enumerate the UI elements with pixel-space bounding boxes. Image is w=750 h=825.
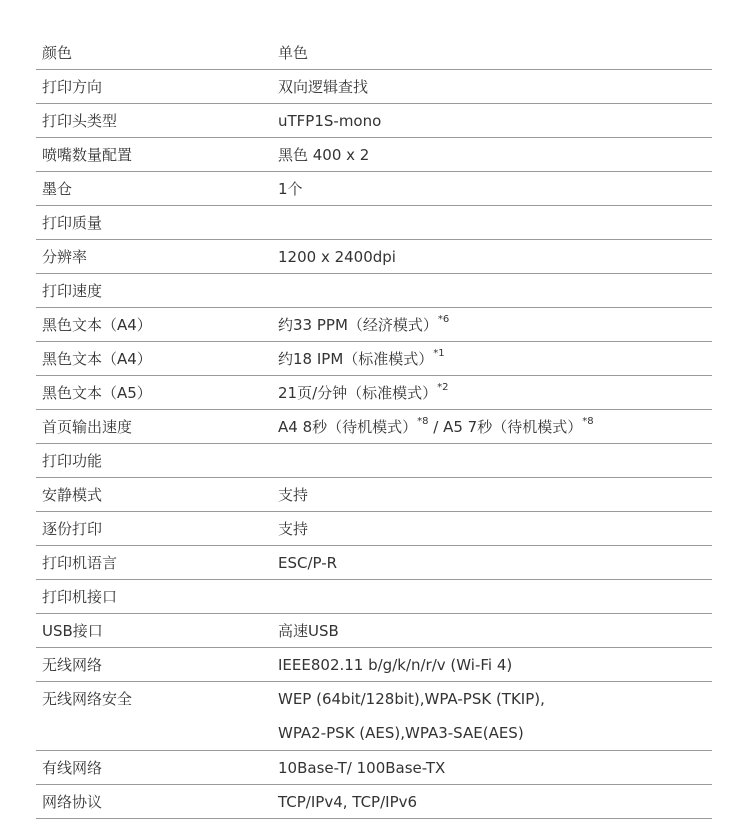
spec-value bbox=[278, 415, 712, 436]
spec-label: 打印方向 bbox=[42, 77, 103, 96]
spec-label: 首页输出速度 bbox=[42, 417, 133, 436]
spec-row-print-speed-heading bbox=[36, 274, 712, 308]
spec-row-printer-interface-heading bbox=[36, 580, 712, 614]
spec-row-quiet-mode bbox=[36, 478, 712, 512]
spec-value: TCP/IPv4, TCP/IPv6 bbox=[278, 792, 418, 811]
spec-section-label: 打印质量 bbox=[42, 213, 103, 232]
spec-section-label: 打印机接口 bbox=[42, 587, 118, 606]
spec-value: 支持 bbox=[278, 485, 309, 504]
spec-label: 黑色文本（A4） bbox=[42, 349, 152, 368]
spec-row-resolution bbox=[36, 240, 712, 274]
spec-row-print-direction bbox=[36, 70, 712, 104]
spec-row-color bbox=[36, 36, 712, 70]
spec-value bbox=[278, 347, 712, 368]
spec-value-text: 约33 PPM（经济模式） bbox=[278, 315, 438, 334]
footnote-marker: *2 bbox=[437, 381, 449, 393]
spec-value: IEEE802.11 b/g/k/n/r/v (Wi-Fi 4) bbox=[278, 655, 513, 674]
spec-label: 黑色文本（A4） bbox=[42, 315, 152, 334]
spec-row-wireless-security bbox=[36, 682, 712, 751]
spec-label: 无线网络 bbox=[42, 655, 103, 674]
spec-label: USB接口 bbox=[42, 621, 103, 640]
spec-row-network-protocol bbox=[36, 785, 712, 819]
footnote-marker: *1 bbox=[433, 347, 445, 359]
spec-value: 黑色 400 x 2 bbox=[278, 145, 370, 164]
spec-row-black-text-a4-standard bbox=[36, 342, 712, 376]
spec-row-print-functions-heading bbox=[36, 444, 712, 478]
spec-value-text: A4 8秒（待机模式） bbox=[278, 417, 418, 436]
spec-value-text: 约18 IPM（标准模式） bbox=[278, 349, 434, 368]
spec-value bbox=[278, 313, 712, 334]
spec-row-print-quality-heading bbox=[36, 206, 712, 240]
spec-value: 支持 bbox=[278, 519, 309, 538]
spec-value bbox=[278, 381, 712, 402]
spec-value-text: 21页/分钟（标准模式） bbox=[278, 383, 438, 402]
spec-row-printhead-type bbox=[36, 104, 712, 138]
spec-value: 双向逻辑查找 bbox=[278, 77, 369, 96]
spec-row-usb-interface bbox=[36, 614, 712, 648]
spec-label: 打印机语言 bbox=[42, 553, 118, 572]
spec-value-line: WPA2-PSK (AES),WPA3-SAE(AES) bbox=[278, 724, 524, 742]
spec-row-printer-language bbox=[36, 546, 712, 580]
footnote-marker: *8 bbox=[582, 415, 594, 427]
spec-row-ink-tank bbox=[36, 172, 712, 206]
spec-row-first-page-out bbox=[36, 410, 712, 444]
spec-label: 打印头类型 bbox=[42, 111, 118, 130]
spec-value: 1个 bbox=[278, 179, 303, 198]
spec-value-line: WEP (64bit/128bit),WPA-PSK (TKIP), bbox=[278, 690, 545, 708]
spec-label: 喷嘴数量配置 bbox=[42, 145, 133, 164]
footnote-marker: *8 bbox=[417, 415, 429, 427]
spec-row-wired-network bbox=[36, 751, 712, 785]
spec-label: 分辨率 bbox=[42, 247, 88, 266]
spec-row-black-text-a4-eco bbox=[36, 308, 712, 342]
spec-value: uTFP1S-mono bbox=[278, 111, 382, 130]
spec-section-label: 打印速度 bbox=[42, 281, 103, 300]
footnote-marker: *6 bbox=[437, 313, 450, 325]
spec-value: 10Base-T/ 100Base-TX bbox=[278, 758, 446, 777]
spec-row-collate-print bbox=[36, 512, 712, 546]
spec-value: ESC/P-R bbox=[278, 553, 338, 572]
spec-label: 安静模式 bbox=[42, 485, 103, 504]
spec-label: 逐份打印 bbox=[42, 519, 103, 538]
spec-row-black-text-a5 bbox=[36, 376, 712, 410]
spec-label: 黑色文本（A5） bbox=[42, 383, 152, 402]
spec-label: 网络协议 bbox=[42, 792, 103, 811]
spec-value: 1200 x 2400dpi bbox=[278, 247, 396, 266]
spec-value: 单色 bbox=[278, 43, 309, 62]
spec-row-nozzle-config bbox=[36, 138, 712, 172]
spec-value-text: / A5 7秒（待机模式） bbox=[428, 417, 583, 436]
spec-value: 高速USB bbox=[278, 621, 339, 640]
spec-label: 有线网络 bbox=[42, 758, 103, 777]
spec-value bbox=[278, 674, 712, 750]
spec-label: 墨仓 bbox=[42, 179, 73, 198]
spec-section-label: 打印功能 bbox=[42, 451, 103, 470]
spec-table bbox=[36, 36, 712, 819]
spec-label: 颜色 bbox=[42, 43, 73, 62]
spec-label: 无线网络安全 bbox=[42, 690, 133, 708]
